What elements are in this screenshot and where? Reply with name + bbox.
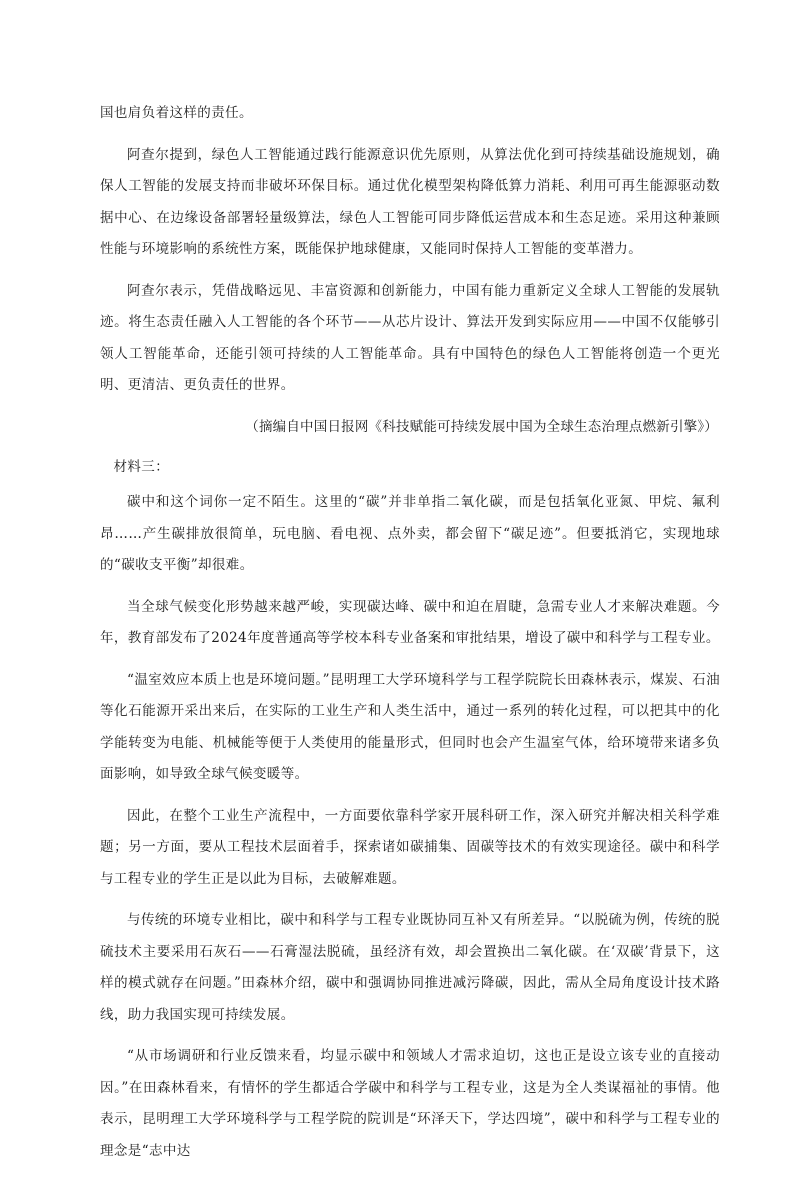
paragraph: “从市场调研和行业反馈来看，均显示碳中和领域人才需求迫切，这也正是设立该专业的直接动因。”在田森林看来，有情怀的学生都适合学碳中和科学与工程专业，这是为全人类谋福祉的事情。他表示，昆明理工大学环境科学与工程学院的院训是“环泽天下，学达四境”，碳中和科学与工程专业的理念是“志中达 (100, 1048, 720, 1159)
paragraph: 因此，在整个工业生产流程中，一方面要依靠科学家开展科研工作，深入研究并解决相关科学难题；另一方面，要从工程技术层面着手，探索诸如碳捕集、固碳等技术的有效实现途径。碳中和科学与工程专业的学生正是以此为目标，去破解难题。 (100, 807, 720, 887)
source-citation: （摘编自中国日报网《科技赋能可持续发展中国为全球生态治理点燃新引擎》） (245, 418, 718, 435)
document-body (100, 98, 720, 1177)
paragraph: 当全球气候变化形势越来越严峻，实现碳达峰、碳中和迫在眉睫，急需专业人才来解决难题。今年，教育部发布了2024年度普通高等学校本科专业备案和审批结果，增设了碳中和科学与工程专业。 (100, 598, 720, 646)
paragraph: “温室效应本质上也是环境问题。”昆明理工大学环境科学与工程学院院长田森林表示，煤炭、石油等化石能源开采出来后，在实际的工业生产和人类生活中，通过一系列的转化过程，可以把其中的化学能转变为电能、机械能等便于人类使用的能量形式，但同时也会产生温室气体，给环境带来诸多负面影响，如导致全球气候变暖等。 (100, 671, 720, 782)
material-label: 材料三： (113, 459, 170, 475)
paragraph: 国也肩负着这样的责任。 (100, 105, 253, 121)
paragraph: 碳中和这个词你一定不陌生。这里的“碳”并非单指二氧化碳，而是包括氧化亚氮、甲烷、氟利昂……产生碳排放很简单，玩电脑、看电视、点外卖，都会留下“碳足迹”。但要抵消它，实现地球的“碳收支平衡”却很难。 (100, 494, 720, 573)
paragraph: 与传统的环境专业相比，碳中和科学与工程专业既协同互补又有所差异。“以脱硫为例，传统的脱硫技术主要采用石灰石——石膏湿法脱硫，虽经济有效，却会置换出二氧化碳。在‘双碳’背景下，这样的模式就存在问题。”田森林介绍，碳中和强调协同推进减污降碳，因此，需从全局角度设计技术路线，助力我国实现可持续发展。 (100, 912, 720, 1023)
paragraph: 阿查尔表示，凭借战略远见、丰富资源和创新能力，中国有能力重新定义全球人工智能的发展轨迹。将生态责任融入人工智能的各个环节——从芯片设计、算法开发到实际应用——中国不仅能够引领人工智能革命，还能引领可持续的人工智能革命。具有中国特色的绿色人工智能将创造一个更光明、更清洁、更负责任的世界。 (100, 282, 720, 393)
paragraph: 阿查尔提到，绿色人工智能通过践行能源意识优先原则，从算法优化到可持续基础设施规划，确保人工智能的发展支持而非破坏环保目标。通过优化模型架构降低算力消耗、利用可再生能源驱动数据中心、在边缘设备部署轻量级算法，绿色人工智能可同步降低运营成本和生态足迹。采用这种兼顾性能与环境影响的系统性方案，既能保护地球健康，又能同时保持人工智能的变革潜力。 (100, 146, 720, 257)
